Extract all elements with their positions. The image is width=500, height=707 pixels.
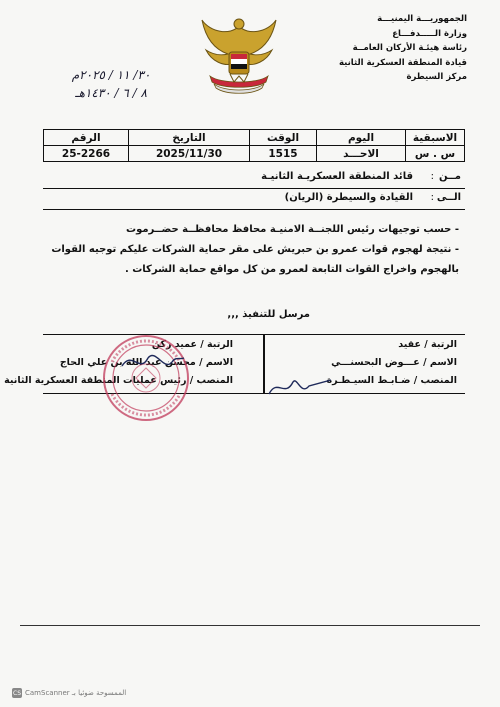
letterhead-line: قيادة المنطقة العسكرية الثانية bbox=[338, 57, 467, 68]
handwritten-date-gregorian: ٣٠/ ١١ / ٢٠٢٥م bbox=[71, 68, 151, 82]
body-line-2: - نتيجة لهجوم قوات عمرو بن حبريش على مقر حماية الشركات عليكم توجيه القوات bbox=[51, 244, 459, 255]
to-label: الــى bbox=[436, 192, 461, 203]
table-header-row bbox=[44, 130, 465, 146]
eagle-emblem-icon bbox=[200, 14, 278, 102]
to-value: القيادة والسيطرة (الريان) bbox=[284, 192, 413, 203]
signer-right-rank: الرتبة / عقيد bbox=[398, 339, 457, 350]
header-day: اليوم bbox=[317, 130, 406, 146]
signer-left-name: الاسم / محسن عبد الله بن علي الحاج bbox=[59, 357, 233, 368]
to-separator: : bbox=[430, 192, 435, 203]
from-value: قائد المنطقة العسكريـة الثانيـة bbox=[261, 171, 413, 182]
scanner-text: CamScanner الممسوحة ضوئيا بـ bbox=[25, 689, 127, 697]
signer-right-name: الاسم / عـــوض البحسنـــي bbox=[331, 357, 457, 368]
signer-right-position: المنصب / ضـابـط السيـطـرة bbox=[326, 375, 457, 386]
signer-left-position: المنصب / رئيس عمليات المنطقة العسكرية الثانية bbox=[4, 375, 233, 386]
value-date: 2025/11/30 bbox=[129, 146, 250, 162]
from-row bbox=[43, 168, 465, 189]
footer-rule bbox=[20, 625, 480, 626]
header-date: التاريخ bbox=[129, 130, 250, 146]
value-day: الاحـــد bbox=[317, 146, 406, 162]
value-priority: س . س bbox=[406, 146, 465, 162]
handwritten-date-hijri: ٨ / ٦ / ١٤٣٠هـ bbox=[75, 86, 147, 100]
camscanner-logo-icon: CS bbox=[13, 689, 21, 697]
header-time: الوقت bbox=[250, 130, 317, 146]
letterhead-line: رئاسة هيئـة الأركان العامــة bbox=[352, 43, 467, 53]
letterhead-line: وزارة الـــــدفـــاع bbox=[392, 28, 467, 39]
from-label: مــن bbox=[438, 171, 461, 182]
value-time: 1515 bbox=[250, 146, 317, 162]
value-number: 25-2266 bbox=[44, 146, 129, 162]
signer-left-rank: الرتبة / عميد ركن bbox=[151, 339, 233, 350]
letterhead bbox=[317, 12, 467, 85]
letterhead-line: مركز السيطرة bbox=[406, 72, 467, 82]
signature-scribble-right-icon bbox=[265, 372, 335, 402]
to-row bbox=[43, 189, 465, 210]
body-line-1: - حسب توجيهات رئيس اللجنــة الامنيـة محافظ محافظــة حضــرموت bbox=[126, 224, 459, 235]
letterhead-line: الجمهوريـــة اليمنيـــة bbox=[377, 14, 467, 24]
message-body bbox=[43, 214, 465, 334]
from-separator: : bbox=[430, 171, 435, 182]
body-line-3: بالهجوم واخراج القوات التابعة لعمرو من كل مواقع حماية الشركات . bbox=[124, 264, 459, 275]
header-number: الرقم bbox=[44, 130, 129, 146]
table-value-row bbox=[44, 146, 465, 162]
header-priority: الاسبقية bbox=[406, 130, 465, 146]
closing-line: مرسل للتنفيذ ,,, bbox=[227, 309, 310, 320]
scanner-watermark bbox=[12, 688, 126, 698]
signature-scribble-left-icon bbox=[118, 346, 188, 376]
message-info-table bbox=[43, 129, 465, 162]
